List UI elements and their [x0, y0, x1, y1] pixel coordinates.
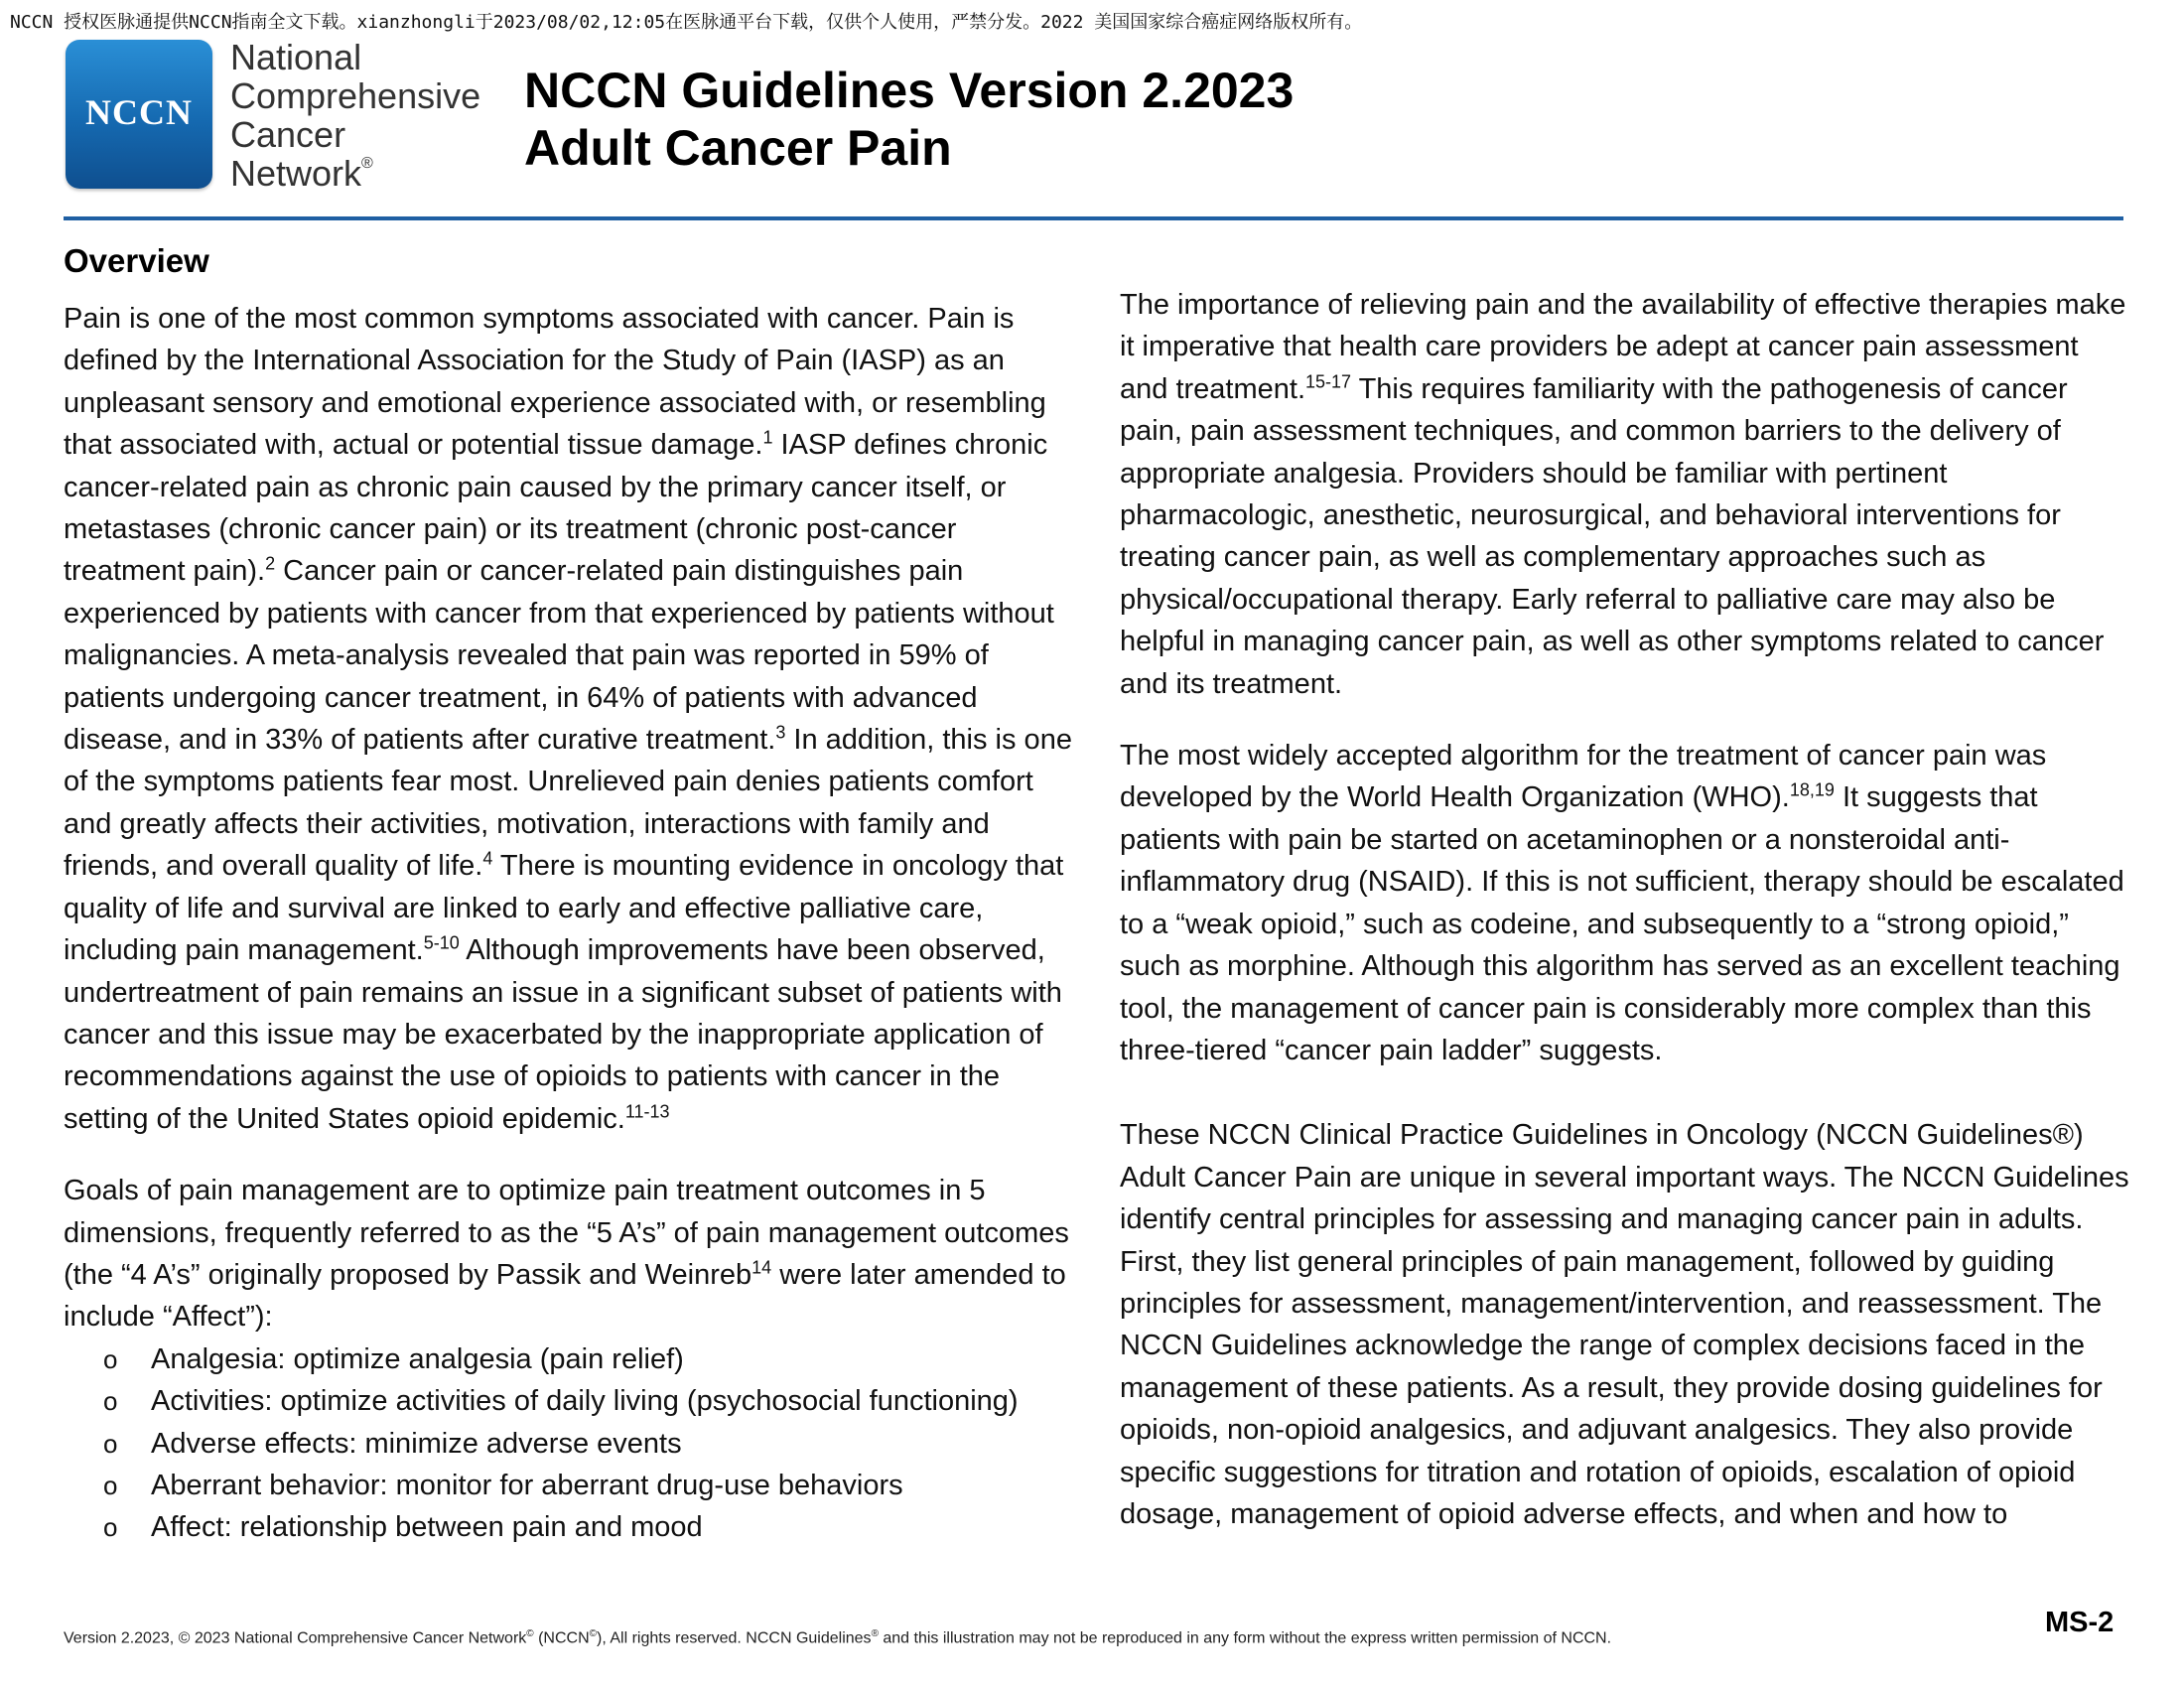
paragraph-who-algorithm: The most widely accepted algorithm for the treatment of cancer pain was developed by the World Health Organization (WHO).$^{18,19}$ It suggests that patients with pain be started on acetaminophen or a nonsteroidal anti-inflammatory drug (NSAID). If this is not sufficient, therapy should be escalated to a “weak opioid,” such as codeine, and subsequently to a “strong opioid,” such as morphine. Although this algorithm has served as an excellent teaching tool, the management of cancer pain is considerably more complex than this three-tiered “cancer pain ladder” suggests.: [1120, 740, 2124, 1066]
title-line-1: NCCN Guidelines Version 2.2023: [524, 63, 1295, 118]
citation: 5-10: [423, 932, 460, 953]
section-title: Overview: [64, 242, 209, 279]
paragraph-guidelines-features: These NCCN Clinical Practice Guidelines in Oncology (NCCN Guidelines®) Adult Cancer Pain are unique in several important ways. The NCCN Guidelines identify central principles for assessing and managing cancer pain in adults. First, they list general principles of pain management, followed by guiding principles for assessment, management/intervention, and reassessment. The NCCN Guidelines acknowledge the range of complex decisions faced in the management of these patients. As a result, they provide dosing guidelines for opioids, non-opioid analgesics, and adjuvant analgesics. They also provide specific suggestions for titration and rotation of opioids, escalation of opioid dosage, management of opioid adverse effects, and when and how to: [1120, 1119, 2129, 1530]
right-column: [1120, 284, 2134, 1535]
citation: 3: [775, 722, 786, 743]
org-line-2: Comprehensive: [230, 75, 481, 116]
document-title: [524, 62, 1294, 177]
citation: 4: [482, 848, 493, 869]
paragraph-importance: The importance of relieving pain and the availability of effective therapies make it imperative that health care providers be adept at cancer pain assessment and treatment.$^{15-17}$ This requires familiarity with the pathogenesis of cancer pain, pain assessment techniques, and common barriers to the delivery of appropriate analgesia. Providers should be familiar with pertinent pharmacologic, anesthetic, neurosurgical, and behavioral interventions for treating cancer pain, as well as complementary approaches such as physical/occupational therapy. Early referral to palliative care may also be helpful in managing cancer pain, as well as other symptoms related to cancer and its treatment.: [1120, 289, 2126, 700]
paragraph-pain-definition: Pain is one of the most common symptoms associated with cancer. Pain is defined by the International Association for the Study of Pain (IASP) as an unpleasant sensory and emotional experience associated with, or resembling that associated with, actual or potential tissue damage.$^1$ IASP defines chronic cancer-related pain as chronic pain caused by the primary cancer itself, or metastases (chronic cancer pain) or its treatment (chronic post-cancer treatment pain).$^2$ Cancer pain or cancer-related pain distinguishes pain experienced by patients with cancer from that experienced by patients without malignancies. A meta-analysis revealed that pain was reported in 59% of patients undergoing cancer treatment, in 64% of patients with advanced disease, and in 33% of patients after curative treatment.$^3$ In addition, this is one of the symptoms patients fear most. Unrelieved pain denies patients comfort and greatly affects their activities, motivation, interactions with family and friends, and overall quality of life.$^4$ There is mounting evidence in oncology that quality of life and survival are linked to early and effective palliative care, including pain management.$^{5-10}$ Although improvements have been observed, undertreatment of pain remains an issue in a significant subset of patients with cancer and this issue may be exacerbated by the inappropriate application of recommendations against the use of opioids to patients with cancer in the setting of the United States opioid epidemic.$^{11-13}$: [64, 303, 1072, 1135]
header-divider: [64, 216, 2123, 220]
download-watermark: NCCN 授权医脉通提供NCCN指南全文下载。xianzhongli于2023/08/02,12:05在医脉通平台下载，仅供个人使用，严禁分发。2022 美国国家综合癌症网络版权所有。: [10, 12, 1363, 33]
list-item: o Analgesia: optimize analgesia (pain relief): [64, 1338, 1081, 1380]
left-column: [64, 298, 1081, 1549]
list-item: o Activities: optimize activities of daily living (psychosocial functioning): [64, 1380, 1081, 1422]
list-item: o Aberrant behavior: monitor for aberrant drug-use behaviors: [64, 1465, 1081, 1506]
list-item: o Affect: relationship between pain and mood: [64, 1506, 1081, 1548]
page-number: MS-2: [2045, 1607, 2115, 1638]
citation: 11-13: [624, 1101, 670, 1122]
logo-text: NCCN: [85, 92, 193, 132]
paragraph-goals: Goals of pain management are to optimize pain treatment outcomes in 5 dimensions, frequently referred to as the “5 A’s” of pain management outcomes (the “4 A’s” originally proposed by Passik and Weinreb$^{14}$ were later amended to include “Affect”):: [64, 1175, 1069, 1334]
citation: 15-17: [1305, 371, 1352, 392]
title-line-2: Adult Cancer Pain: [524, 120, 952, 176]
list-item: o Adverse effects: minimize adverse events: [64, 1423, 1081, 1465]
organization-name: [230, 38, 480, 193]
five-as-list: [64, 1338, 1081, 1549]
citation: 1: [762, 427, 773, 448]
org-line-3: Cancer: [230, 114, 346, 155]
org-line-1: National: [230, 37, 362, 77]
citation: 18,19: [1789, 779, 1835, 800]
citation: 14: [751, 1257, 772, 1278]
org-line-4: Network: [230, 153, 362, 194]
citation: 2: [265, 553, 276, 574]
nccn-logo: [66, 40, 212, 189]
registered-mark: ®: [361, 155, 373, 172]
copyright-footer: Version 2.2023, © 2023 National Comprehensive Cancer Network© (NCCN©), All rights reserved. NCCN Guidelines® and this illustration may not be reproduced in any form without the express written permission of NCCN.: [64, 1628, 1612, 1647]
